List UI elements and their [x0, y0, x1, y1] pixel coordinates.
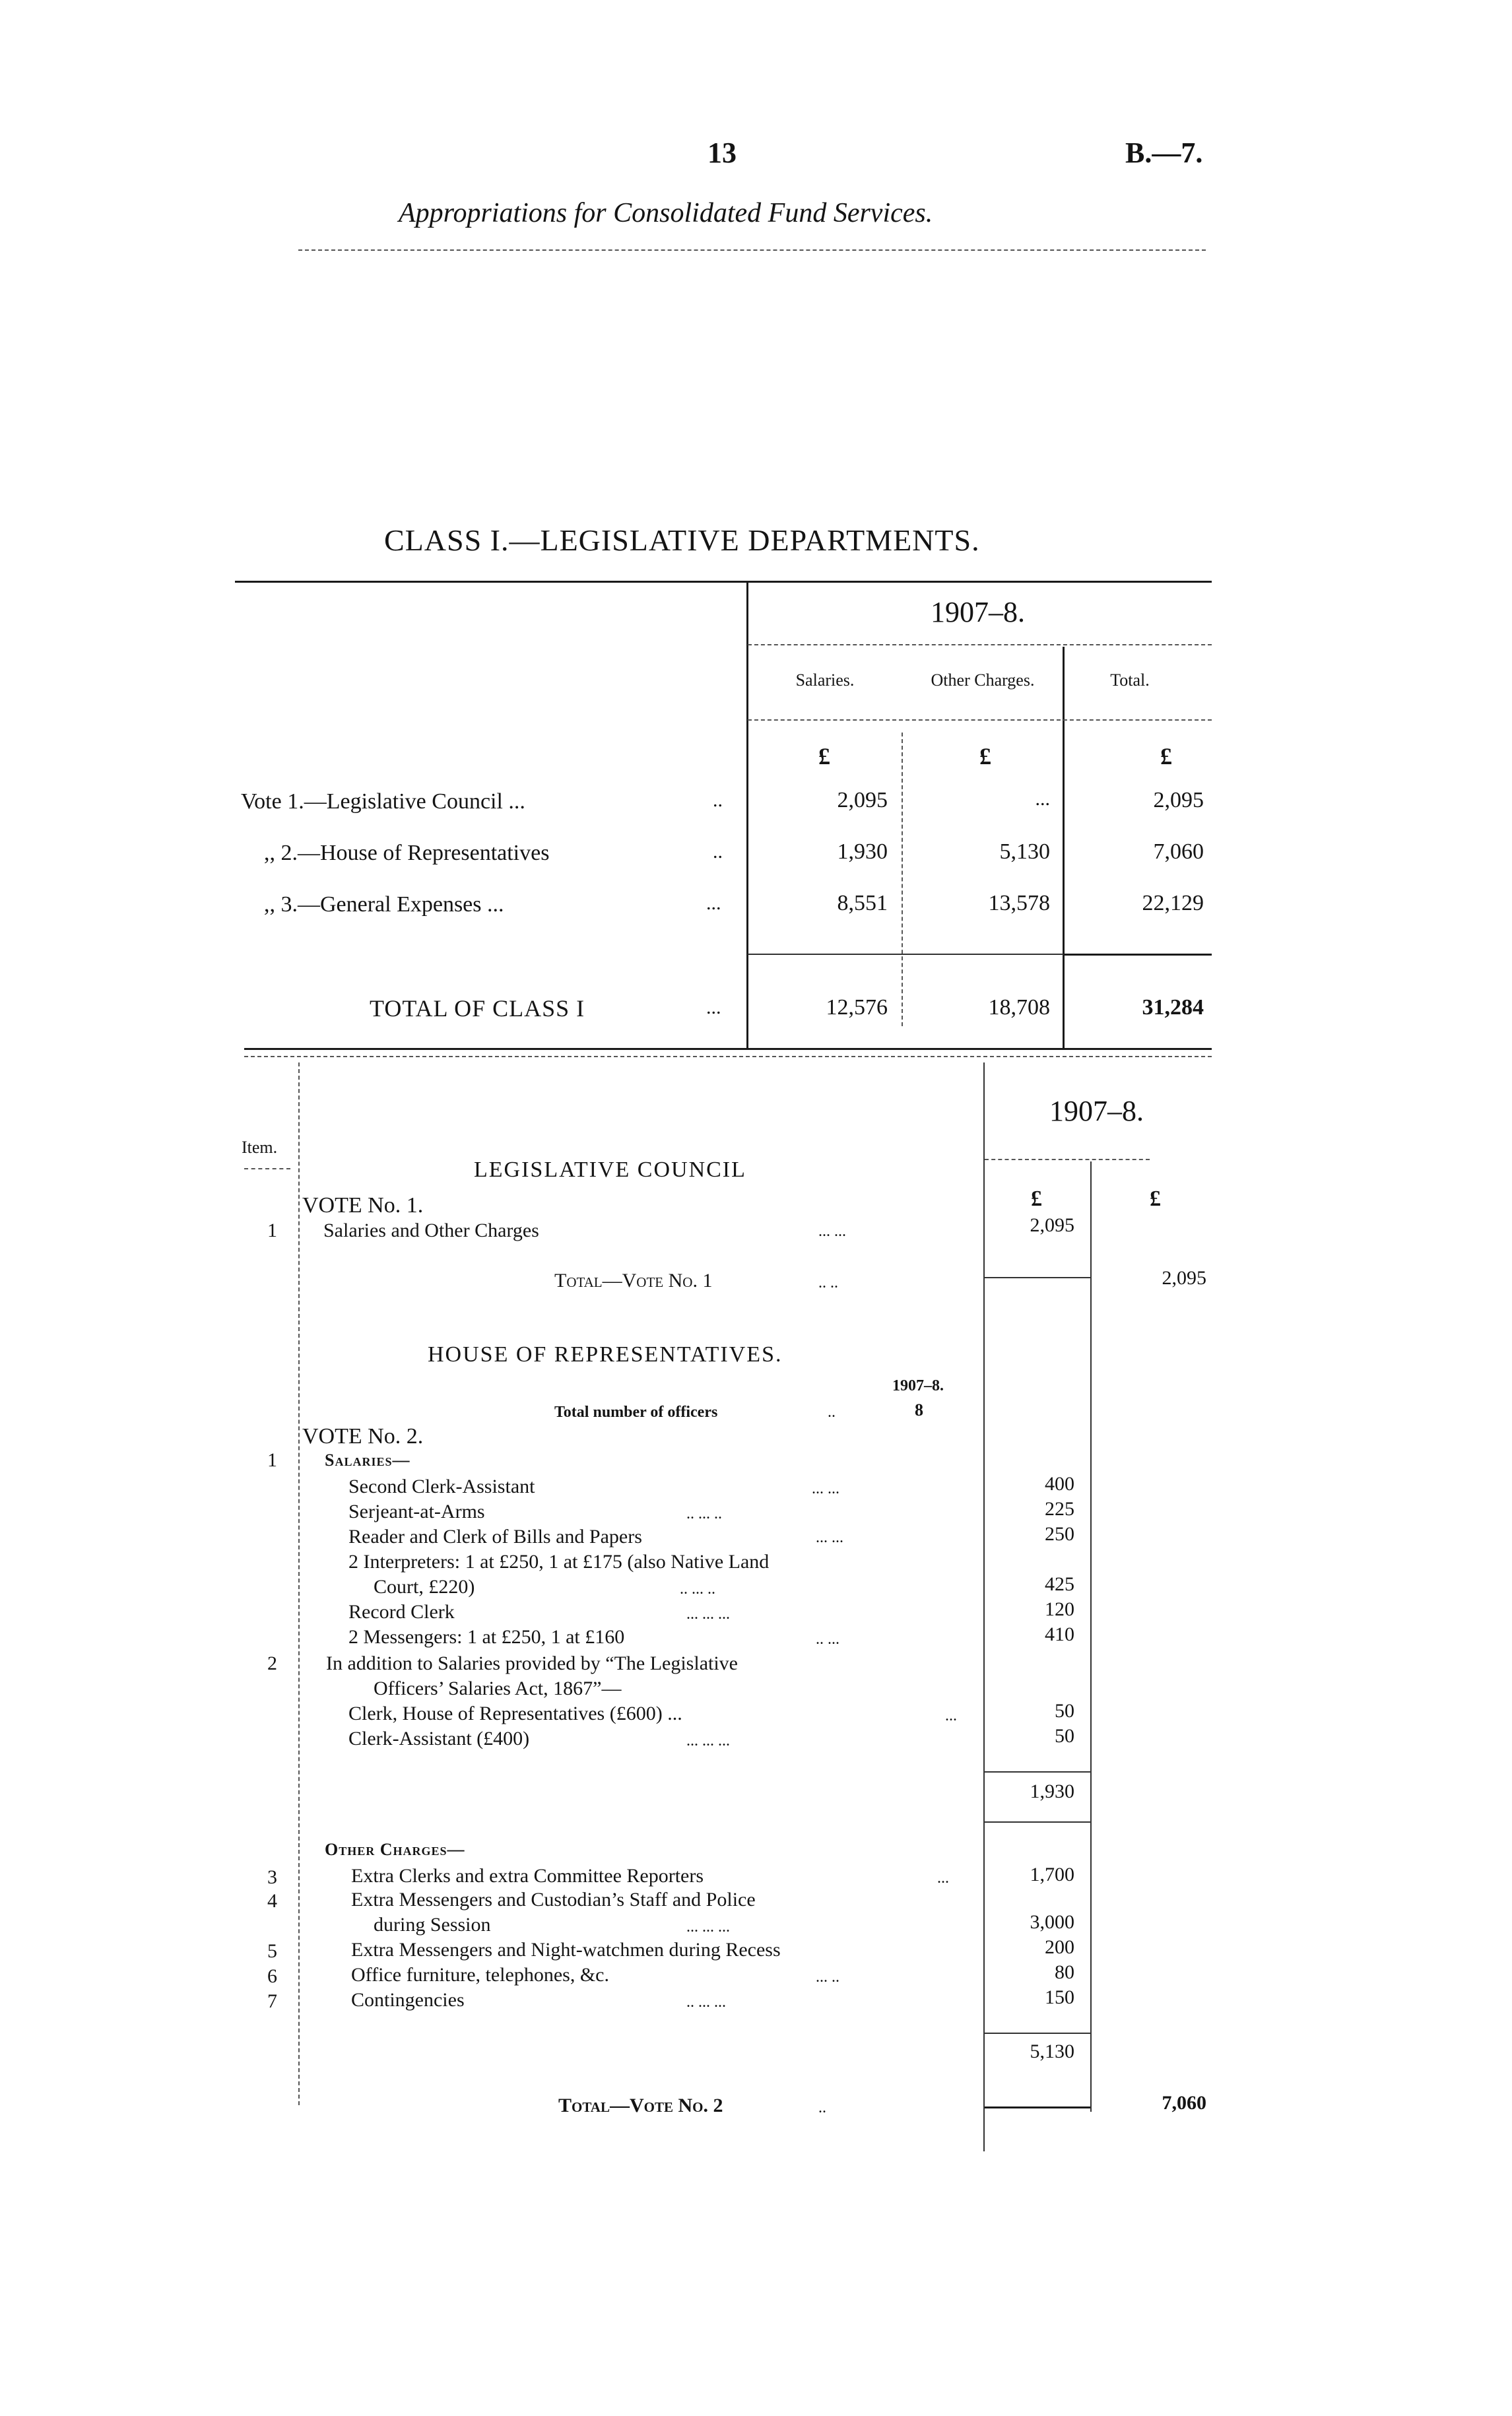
summary-col-divider-3 — [1063, 647, 1065, 1048]
officers-count: 8 — [915, 1400, 923, 1420]
addition-item-label: Clerk-Assistant (£400) — [348, 1728, 530, 1749]
vote-1-total-rule — [985, 1277, 1090, 1278]
summary-subtotal-rule — [748, 954, 1063, 955]
other-item-value: 3,000 — [1030, 1911, 1074, 1933]
col-head-rule — [748, 719, 1212, 721]
salary-item-value: 410 — [1045, 1623, 1074, 1645]
summary-total-dots: ... — [706, 996, 721, 1018]
other-item-label: Extra Messengers and Night-watchmen during Recess — [351, 1939, 781, 1961]
summary-row-dots: .. — [713, 841, 723, 863]
vote-2-heading: VOTE No. 2. — [302, 1424, 424, 1449]
salaries-total-value: 1,930 — [1030, 1780, 1074, 1802]
leader-dots: ... ... — [816, 1529, 843, 1546]
officers-label: Total number of officers — [554, 1404, 718, 1421]
item-number: 3 — [267, 1866, 277, 1888]
item-number: 5 — [267, 1940, 277, 1962]
summary-row-salaries: 8,551 — [837, 891, 888, 915]
summary-total-other: 18,708 — [988, 995, 1050, 1020]
page-number: 13 — [707, 137, 737, 169]
other-item-value: 80 — [1055, 1961, 1074, 1983]
summary-row-total: 22,129 — [1142, 891, 1204, 915]
salary-item-value: 120 — [1045, 1598, 1074, 1620]
currency-other: £ — [979, 743, 991, 769]
leader-dots: ... .. — [816, 1969, 839, 1986]
salaries-heading: Salaries— — [325, 1451, 411, 1470]
other-item-label: Extra Messengers and Custodian’s Staff and Police — [351, 1889, 756, 1910]
summary-row-salaries: 1,930 — [837, 839, 888, 864]
vote-2-total-value: 7,060 — [1162, 2092, 1206, 2114]
legislative-council-heading: LEGISLATIVE COUNCIL — [474, 1158, 746, 1182]
item-col-divider — [298, 1062, 300, 2105]
currency-col-2: £ — [1150, 1187, 1161, 1211]
class-heading: CLASS I.—LEGISLATIVE DEPARTMENTS. — [384, 523, 980, 557]
summary-row-salaries: 2,095 — [837, 788, 888, 812]
vote-2-total-label: Total—Vote No. 2 — [558, 2095, 723, 2116]
addition-item-value: 50 — [1055, 1725, 1074, 1747]
vote-1-total-value: 2,095 — [1162, 1267, 1206, 1289]
item-column-header: Item. — [242, 1138, 278, 1157]
vote-1-item-value: 2,095 — [1030, 1214, 1074, 1236]
leader-dots: .. — [828, 1404, 836, 1421]
summary-row-other: ... — [1035, 788, 1050, 810]
other-item-value: 200 — [1045, 1936, 1074, 1958]
leader-dots: ... ... ... — [686, 1918, 730, 1936]
detail-col-divider-2 — [1090, 1161, 1092, 2112]
summary-bottom-rule — [244, 1048, 1212, 1050]
summary-total-label: TOTAL OF CLASS I — [370, 995, 585, 1022]
other-item-value: 1,700 — [1030, 1864, 1074, 1885]
vote-2-total-rule — [985, 2106, 1090, 2108]
salaries-total-bottom-rule — [985, 1821, 1090, 1823]
page-title: Appropriations for Consolidated Fund Services. — [399, 198, 933, 228]
summary-col-divider-2 — [902, 733, 903, 1026]
salary-item-value: 250 — [1045, 1523, 1074, 1545]
addition-label-1: In addition to Salaries provided by “The Legislative — [326, 1652, 738, 1674]
summary-row-label: ,, 2.—House of Representatives — [264, 841, 550, 865]
leader-dots: ... — [937, 1870, 949, 1887]
item-number: 1 — [267, 1449, 277, 1471]
officers-year: 1907–8. — [892, 1377, 944, 1394]
salary-item-label: 2 Interpreters: 1 at £250, 1 at £175 (also Native Land — [348, 1551, 770, 1573]
salaries-total-rule — [985, 1771, 1090, 1773]
leader-dots: .. ... ... — [686, 1994, 726, 2011]
salary-item-label: Reader and Clerk of Bills and Papers — [348, 1526, 642, 1548]
salary-item-value: 225 — [1045, 1498, 1074, 1520]
salary-item-value: 400 — [1045, 1473, 1074, 1495]
leader-dots: ... ... — [818, 1223, 846, 1240]
other-item-label: Office furniture, telephones, &c. — [351, 1964, 609, 1986]
other-item-label: Extra Clerks and extra Committee Reporters — [351, 1865, 704, 1887]
leader-dots: ... ... — [812, 1480, 839, 1497]
other-total-value: 5,130 — [1030, 2041, 1074, 2062]
leader-dots: .. ... — [816, 1631, 839, 1648]
detail-col-divider-1 — [983, 1062, 985, 2151]
currency-salaries: £ — [818, 743, 830, 769]
item-number: 7 — [267, 1990, 277, 2012]
leader-dots: ... ... ... — [686, 1606, 730, 1623]
vote-1-total-label: Total—Vote No. 1 — [554, 1270, 713, 1291]
item-number: 4 — [267, 1890, 277, 1912]
item-number: 2 — [267, 1652, 277, 1674]
salary-item-label: 2 Messengers: 1 at £250, 1 at £160 — [348, 1626, 625, 1648]
leader-dots: .. ... .. — [680, 1581, 715, 1598]
col-head-other: Other Charges. — [931, 670, 1035, 690]
leader-dots: .. .. — [818, 1274, 838, 1291]
summary-row-total: 7,060 — [1153, 839, 1204, 864]
salary-item-label: Serjeant-at-Arms — [348, 1501, 485, 1522]
other-charges-heading: Other Charges— — [325, 1840, 465, 1859]
summary-total-total: 31,284 — [1142, 995, 1204, 1020]
leader-dots: ... ... ... — [686, 1732, 730, 1749]
summary-row-other: 5,130 — [999, 839, 1050, 864]
addition-label-2: Officers’ Salaries Act, 1867”— — [374, 1678, 622, 1699]
salary-item-label: Record Clerk — [348, 1601, 455, 1623]
other-item-value: 150 — [1045, 1986, 1074, 2008]
document-reference: B.—7. — [1125, 137, 1203, 169]
summary-total-salaries: 12,576 — [826, 995, 888, 1020]
header-rule — [298, 249, 1206, 251]
addition-item-value: 50 — [1055, 1700, 1074, 1722]
leader-dots: .. ... .. — [686, 1505, 722, 1522]
leader-dots: .. — [818, 2099, 826, 2116]
salary-item-label: Court, £220) — [374, 1576, 475, 1598]
summary-bottom-rule-2 — [244, 1056, 1212, 1057]
summary-subtotal-rule-total — [1064, 954, 1212, 956]
summary-top-rule — [235, 581, 1212, 583]
item-number: 6 — [267, 1965, 277, 1987]
other-item-label: Contingencies — [351, 1989, 465, 2011]
summary-row-other: 13,578 — [988, 891, 1050, 915]
currency-total: £ — [1160, 743, 1172, 769]
salary-item-value: 425 — [1045, 1573, 1074, 1595]
col-head-salaries: Salaries. — [795, 670, 855, 690]
house-heading: HOUSE OF REPRESENTATIVES. — [428, 1342, 783, 1367]
detail-year: 1907–8. — [1049, 1095, 1144, 1127]
item-number: 1 — [267, 1220, 277, 1241]
summary-row-label: ,, 3.—General Expenses ... — [264, 892, 504, 917]
item-header-rule — [244, 1168, 290, 1169]
addition-item-label: Clerk, House of Representatives (£600) ... — [348, 1703, 682, 1724]
summary-year-rule — [748, 644, 1212, 645]
other-item-label: during Session — [374, 1914, 491, 1936]
summary-col-divider-1 — [746, 582, 748, 1049]
vote-1-item-label: Salaries and Other Charges — [323, 1220, 539, 1241]
leader-dots: ... — [945, 1707, 957, 1724]
salary-item-label: Second Clerk-Assistant — [348, 1476, 535, 1497]
summary-row-dots: .. — [713, 789, 723, 811]
other-total-rule — [985, 2033, 1090, 2034]
currency-col-1: £ — [1031, 1187, 1042, 1211]
summary-row-label: Vote 1.—Legislative Council ... — [241, 789, 525, 814]
vote-1-heading: VOTE No. 1. — [302, 1193, 424, 1218]
summary-row-total: 2,095 — [1153, 788, 1204, 812]
summary-year: 1907–8. — [931, 596, 1025, 628]
summary-row-dots: ... — [706, 892, 721, 914]
year-header-rule — [985, 1159, 1150, 1160]
col-head-total: Total. — [1110, 670, 1150, 690]
